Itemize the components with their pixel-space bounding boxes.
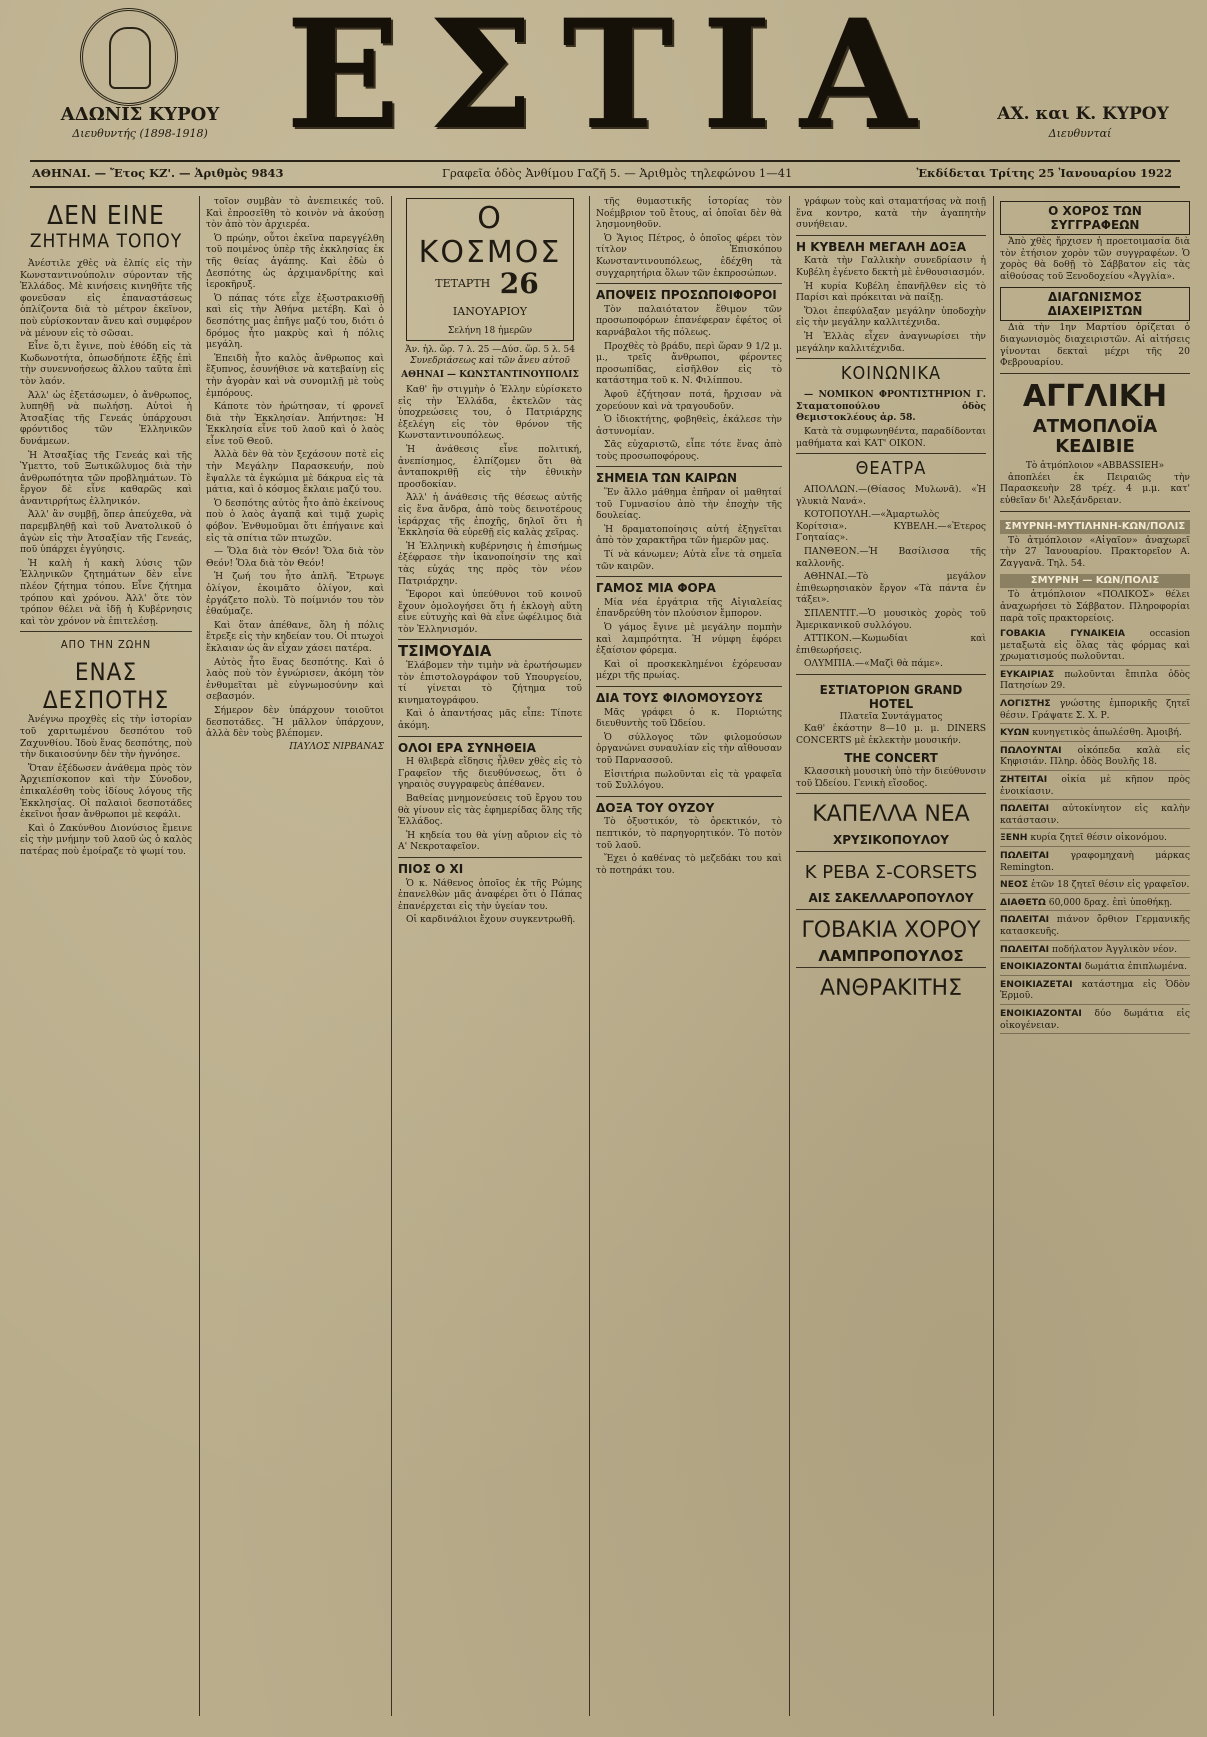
paragraph: Ἔχει ὁ καθένας τὸ μεζεδάκι του καὶ τὸ ποτηράκι του. (596, 853, 782, 876)
paragraph: — ΝΟΜΙΚΟΝ ΦΡΟΝΤΙΣΤΗΡΙΟΝ Γ. Σταματοπούλου ὁδὸς Θεμιστοκλέους ἀρ. 58. (796, 389, 986, 424)
classified-item (1000, 803, 1190, 829)
paragraph: Ἔφοροι καὶ ὑπεύθυνοι τοῦ κοινοῦ ἔχουν ὁμολογήσει ὅτι ἡ ἐκλογὴ αὕτη εἶνε εὐτυχὴς καὶ θὰ εἶνε ὠφέλιμος διὰ τὸν Ἑλληνισμόν. (398, 589, 582, 635)
paragraph: ΑΤΤΙΚΟΝ.—Κωμωδίαι καὶ ἐπιθεωρήσεις. (796, 633, 986, 656)
section-rule (398, 639, 582, 640)
section-heading: ΠΙΟΣ Ο ΧΙ (398, 861, 464, 876)
column-2 (206, 196, 384, 1726)
classifieds (1000, 628, 1190, 1034)
paragraph: Μία νέα ἐργάτρια τῆς Αἰγιαλείας ἐπανδρεύθη τὸν πλούσιον ἔμπορον. (596, 596, 782, 620)
column-rule (789, 196, 790, 1716)
paragraph: Προχθὲς τὸ βράδυ, περὶ ὥραν 9 1/2 μ. μ., τρεῖς ἄνθρωποι, φέροντες προσωπίδας, εἰσῆλθον εἰς τὸ κατάστημα τοῦ κ. Ν. Φιλίππου. (596, 340, 782, 387)
classified-item (1000, 628, 1190, 666)
cosmos-line: Συνεδριάσεως καὶ τῶν ἄνευ αὐτοῦ (410, 356, 570, 366)
paragraph: ΑΠΟΛΛΩΝ.—(Θίασος Μυλωνᾶ). «Ἡ γλυκιὰ Νανά». (796, 484, 986, 507)
ad-box (1000, 373, 1190, 507)
paragraph: Ἡ Ἀτσαξίας τῆς Γενεάς καὶ τῆς Ὑμεττο, τοῦ Ξωτικῶλυμος διὰ τὴν ἀνθρωπότητα τῶν προβλημάτων. Τὸ ἔργον δὲ εἶνε καθαρῶς καὶ ἀναντιρρήτως ἐλληνικόν. (20, 449, 192, 507)
paragraph: Καὶ ὁ ἀπαντήσας μᾶς εἶπε: Τίποτε ἀκόμη. (398, 708, 582, 732)
column-rule (589, 196, 590, 1716)
section-heading: ΔΙΑ ΤΟΥΣ ΦΙΛΟΜΟΥΣΟΥΣ (596, 690, 763, 705)
section-heading: ΣΗΜΕΙΑ ΤΩΝ ΚΑΙΡΩΝ (596, 471, 738, 486)
masthead-rule-top (30, 160, 1180, 162)
ad-subheading: Τὸ ἀτμόπλοιον «ABBASSIEH» (1025, 460, 1165, 471)
classified-key: ΖΗΤΕΙΤΑΙ (1000, 774, 1048, 786)
paragraph: Ἀλλὰ δὲν θὰ τὸν ξεχάσουν ποτὲ εἰς τὴν Μεγάλην Παρασκευήν, ποὺ ἔψαλλε τὰ ἐγκώμια μὲ δάκρυα εἰς τὰ μάτια, καὶ ὁ κόσμος ἔκλαιε μαζύ του. (206, 449, 384, 496)
section-rule (796, 358, 986, 359)
ad-subheading: ΛΑΜΠΡΟΠΟΥΛΟΣ (818, 947, 964, 966)
paragraph: Σᾶς εὐχαριστῶ, εἶπε τότε ἕνας ἀπὸ τοὺς προσωποφόρους. (596, 439, 782, 462)
ad-box (796, 909, 986, 966)
paragraph: Κατὰ τὴν Γαλλικὴν συνεδρίασιν ἡ Κυβέλη ἐγένετο δεκτὴ μὲ ἐνθουσιασμόν. (796, 255, 986, 278)
paragraph: Μᾶς γράφει ὁ κ. Ποριώτης διευθυντὴς τοῦ Ὠδείου. (596, 706, 782, 730)
paragraph: Τὸν παλαιότατον ἔθιμον τῶν προσωποφόρων ἐπανέφεραν ἐφέτος οἱ καρνάβαλοι τῆς πόλεως. (596, 303, 782, 338)
classified-text: οἰκόπεδα καλὰ εἰς Κηφισιάν. Πληρ. ὁδὸς Βουλῆς 18. (1000, 744, 1190, 768)
paragraph: Ὁ πάπας τότε εἶχε ἐξωστρακισθῇ καὶ εἰς τὴν Ἀθήνα μετέβη. Καὶ ὁ δεσπότης μας ἐπῆγε μαζύ του, διότι ὁ δρόμος ἦτο μακρὺς καὶ ἡ πόλις μεγάλη. (206, 292, 384, 351)
paragraph: Ἀλλ' ἡ ἀνάθεσις τῆς θέσεως αὐτῆς εἰς ἕνα ἄνδρα, ἀπὸ τοὺς δεινοτέρους ἱεράρχας τῆς ἐποχῆς, δηλοῖ ὅτι ἡ Ἐκκλησία θὰ εὑρεθῇ εἰς καλὰς χεῖρας. (398, 492, 582, 539)
section-heading: ΘΕΑΤΡΑ (855, 458, 927, 480)
ad-big-text: ΑΓΓΛΙΚΗ (1022, 378, 1168, 414)
owner-left-subtitle: Διευθυντής (1898-1918) (72, 127, 208, 140)
headline: ΖΗΤΗΜΑ ΤΟΠΟΥ (29, 230, 183, 252)
cosmos-month: ΙΑΝΟΥΑΡΙΟΥ (452, 305, 528, 318)
ad-big-text: ΑΝΘΡΑΚΙΤΗΣ (820, 976, 962, 1002)
paragraph: Ἡ ἀνάθεσις εἶνε πολιτική, ἀνεπίσημος, ἐλπίζομεν ὅτι θὰ ἀνταποκριθῇ εἰς τὴν ἐθνικὴν προσδοκίαν. (398, 443, 582, 490)
paragraph: Ἀνέστιλε χθὲς νὰ ἐλπίς εἰς τὴν Κωνσταντινούπολιν σύρονταν τῆς Ἑλλάδος. Μὲ κινήσεις κινηθῆτε τῆς φονεῦσαν εἰς ἐπαναστάσεως ὁπλίζοντα διὰ τὸ μέτρον ἐκεῖνον, ποὺ εὐρίσκονταν ἄνευ καὶ συμφέρον νὰ μένουν εἰς τὸ σῶσαι. (20, 258, 192, 339)
paragraph: Ἐπειδὴ ἦτο καλὸς ἄνθρωπος καὶ ἔξυπνος, ἐσυνήθισε νὰ κατεβαίνῃ εἰς τὴν ἀγορὰν καὶ νὰ συνομιλῇ μὲ τοὺς ἐμπόρους. (206, 352, 384, 399)
paragraph: Βαθείας μνημονεύσεις τοῦ ἔργου του θὰ γίνουν εἰς τὰς ἐφημερίδας ὅλης τῆς Ἑλλάδος. (398, 793, 582, 828)
paragraph: ΑΘΗΝΑΙ.—Τὸ μεγάλον ἐπιθεωρησιακὸν ἔργον «Τὰ πάντα ἐν τάξει». (796, 571, 986, 606)
classified-text: ἐτῶν 18 ζητεῖ θέσιν εἰς γραφεῖον. (1030, 879, 1190, 891)
paragraph: Τὸ ὀξυστικόν, τὸ ὀρεκτικόν, τὸ πεπτικόν, τὸ παρηγορητικόν. Τὸ ποτὸν τοῦ λαοῦ. (596, 816, 782, 851)
section-rule (398, 736, 582, 737)
classified-item (1000, 979, 1190, 1005)
cosmos-date (413, 267, 567, 326)
classified-item (1000, 897, 1190, 912)
classified-text: κυνηγετικὸς ἀπωλέσθη. Ἀμοιβή. (1032, 727, 1182, 739)
paragraph: Ἐλάβομεν τὴν τιμὴν νὰ ἐρωτήσωμεν τὸν ἐπιστολογράφον τοῦ Υπουργείου, τί γίνεται τὸ ζήτημα τοῦ κινηματογράφου. (398, 660, 582, 706)
classified-item (1000, 832, 1190, 847)
paragraph: ἀποπλέει ἐκ Πειραιῶς τὴν Παρασκευὴν 28 τρέχ. 4 μ.μ. κατ' εὐθεῖαν δι' Ἀλεξάνδρειαν. (1000, 471, 1190, 506)
ad-box (1000, 511, 1190, 625)
paragraph: Ἡ κυρία Κυβέλη ἐπανῆλθεν εἰς τὸ Παρίσι καὶ πρόκειται νὰ παίξῃ. (796, 280, 986, 304)
classified-key: ΕΝΟΙΚΙΑΖΕΤΑΙ (1000, 978, 1073, 990)
paragraph: Ὁ πρώην, οὗτοι ἐκεῖνα παρεγγέλθη τοῦ ποιμένος ὑπὲρ τῆς ἐκκλησίας ἐκ τῆς θείας ἀγάπης. Καὶ ἐδὼ ὁ Δεσπότης ὡς ἀρχιμανδρίτης καὶ ἱεροκῆρυξ. (206, 232, 384, 291)
paragraph: Ἀλλ' ὡς ἐξετάσωμεν, ὁ ἄνθρωπος, λυπηθῇ νὰ πωλήσῃ. Αὐτοὶ ἡ Ἀτσαξίας τῆς Γενεάς ὑπάρχουσι φρόντιδος τῶν Ἑλληνικῶν δυνάμεων. (20, 389, 192, 447)
paragraph: τῆς θυμαστικῆς ἱστορίας τὸν Νοέμβριον τοῦ ἔτους, αἱ ὁποῖαι δὲν θὰ λησμονηθοῦν. (596, 196, 782, 231)
newspaper-title: ΕΣΤΙΑ (285, 0, 945, 163)
paragraph: Ὁ ἰδιοκτήτης, φοβηθεὶς, ἐκάλεσε τὴν ἀστυνομίαν. (596, 414, 782, 437)
dateline (32, 166, 1182, 184)
paragraph: ΣΠΛΕΝΤΙΤ.—Ὁ μουσικὸς χορὸς τοῦ Ἀμερικανικοῦ συλλόγου. (796, 608, 986, 631)
classified-text: πιάνον ὄρθιον Γερμανικῆς κατασκευῆς. (1000, 914, 1190, 937)
ad-big-text: ΓΟΒΑΚΙΑ ΧΟΡΟΥ (801, 918, 981, 944)
dateline-left: ΑΘΗΝΑΙ. — Ἔτος ΚΖ'. — Ἀριθμὸς 9843 (32, 166, 284, 180)
paragraph: Ἀφοῦ ἐζήτησαν ποτά, ἤρχισαν νὰ χορεύουν καὶ νὰ τραγουδοῦν. (596, 388, 782, 412)
paragraph: Εἶνε ὅ,τι ἔγινε, ποὺ ἐθόδη εἰς τὰ Κωδωνοτήτα, ὁπωσδήποτε ἐξῆς ἐπὶ τὴν συνεννοήσεως ἄλλου ταῦτα ἐπὶ τὸν λαόν. (20, 341, 192, 387)
classified-text: κατάστημα εἰς Ὁδὸν Ἑρμοῦ. (1000, 978, 1190, 1002)
section-heading: Η ΚΥΒΕΛΗ ΜΕΓΑΛΗ ΔΟΞΑ (796, 239, 966, 254)
paragraph: Καὶ οἱ προσκεκλημένοι ἐχόρευσαν μέχρι τῆς πρωίας. (596, 658, 782, 682)
section-rule (596, 796, 782, 797)
classified-key: ΚΥΩΝ (1000, 727, 1030, 739)
classified-key: ΠΩΛΟΥΝΤΑΙ (1000, 744, 1062, 756)
headline: ΔΕΝ ΕΙΝΕ (47, 201, 165, 231)
ad-big-text: ΚΑΠΕΛΛΑ ΝΕΑ (812, 802, 970, 828)
headline: ΕΝΑΣ ΔΕΣΠΟΤΗΣ (42, 658, 170, 715)
classified-text: δωμάτια ἐπιπλωμένα. (1084, 961, 1188, 973)
section-heading: ΚΟΙΝΩΝΙΚΑ (840, 363, 942, 385)
paragraph: Ἀλλ' ἂν συμβῇ, ὅπερ ἀπεύχεθα, νὰ παρεμβληθῇ καὶ τοῦ Ἀνατολικοῦ ὁ ἀγὼν εἰς τὴν Ἀτσαξίαν τῆς Γενεάς, ποῦ ὑπάρχει ἐγγύησις. (20, 509, 192, 556)
paragraph: Ἕν ἄλλο μάθημα ἐπῆραν οἱ μαθηταί τοῦ Γυμνασίου ἀπὸ τὴν ἐποχὴν τῆς δουλείας. (596, 487, 782, 522)
classified-item (1000, 914, 1190, 940)
ad-subheading: ΑΙΣ ΣΑΚΕΛΛΑΡΟΠΟΥΛΟΥ (808, 891, 974, 906)
section-rule (796, 453, 986, 454)
ad-big-text: Κ ΡΕΒΑ Σ-CORSETS (804, 862, 978, 884)
classified-text: γνώστης ἐμπορικῆς ζητεῖ θέσιν. Γράψατε Σ. Χ. Ρ. (1000, 698, 1190, 721)
paragraph: Κατὰ τὰ συμφωνηθέντα, παραδίδονται μαθήματα καὶ ΚΑΤ' ΟΙΚΟΝ. (796, 425, 986, 449)
column-6 (1000, 196, 1190, 1726)
column-4 (596, 196, 782, 1726)
cosmos-day: ΤΕΤΑΡΤΗ (435, 277, 491, 290)
section-heading: ΑΠΟΨΕΙΣ ΠΡΟΣΩΠΟΙΦΟΡΟΙ (596, 288, 777, 303)
classified-text: occasion μεταξωτὰ εἰς ὅλας τὰς φόρμας καὶ χρωματισμούς πωλοῦνται. (1000, 628, 1190, 663)
classified-item (1000, 774, 1190, 800)
classified-text: 60,000 δραχ. ἐπὶ ὑποθήκῃ. (1048, 896, 1173, 908)
owner-right-subtitle: Διευθυνταί (1048, 127, 1112, 140)
classified-item (1000, 669, 1190, 695)
classified-item (1000, 745, 1190, 771)
classified-item (1000, 879, 1190, 894)
paragraph: Ὅταν ἐξέδωσεν ἀνάθεμα πρὸς τὸν Ἀρχιεπίσκοπον καὶ τὴν Σύνοδον, ἐπικαλέσθη τοὺς ἰδίους λόγους τῆς Ἐκκλησίας. Οἱ παλαιοὶ δεσποτάδες ἐκεῖνοι ἦσαν ἄνθρωποι μὲ κεφάλι. (20, 762, 192, 821)
paragraph: ΟΛΥΜΠΙΑ.—«Μαζὶ θὰ πάμε». (804, 658, 943, 670)
section-rule (596, 576, 782, 577)
classified-key: ΝΕΟΣ (1000, 879, 1029, 891)
dateline-right: Ἐκδίδεται Τρίτης 25 Ἰανουαρίου 1922 (916, 166, 1172, 180)
paragraph: γράφων τοὺς καὶ σταματήσας νὰ ποιῇ ἕνα κοντρο, κατὰ τὴν ἀγαπητὴν συνήθειαν. (796, 196, 986, 231)
section-rule (596, 283, 782, 284)
paragraph: Καθ' ἑκάστην 8—10 μ. μ. DINERS CONCERTS μὲ ἐκλεκτὴν μουσικήν. (796, 723, 986, 746)
classified-key: ΠΩΛΕΙΤΑΙ (1000, 914, 1050, 926)
ad-subheading: Πλατεῖα Συντάγματος (839, 712, 943, 722)
classified-text: δύο δωμάτια εἰς οἰκογένειαν. (1000, 1007, 1190, 1031)
classified-text: οἰκία μὲ κῆπον πρὸς ἐνοικίασιν. (1000, 774, 1190, 797)
masthead-rule-bottom (30, 186, 1180, 188)
paragraph: Ἡ ζωή του ἦτο ἁπλῆ. Ἔτρωγε ὀλίγον, ἐκοιμᾶτο ὀλίγον, καὶ ἐργάζετο πολὺ. Τὸ ποίμνιόν του τὸν ἐθαύμαζε. (206, 571, 384, 618)
paragraph: Διὰ τὴν 1ην Μαρτίου ὁρίζεται ὁ διαγωνισμὸς διαχειριστῶν. Αἱ αἰτήσεις γίνονται δεκταὶ μέχρι τῆς 20 Φεβρουαρίου. (1000, 322, 1190, 369)
paragraph: ΠΑΝΘΕΟΝ.—Ἡ Βασίλισσα τῆς καλλονῆς. (796, 546, 986, 569)
classified-text: γραφομηχανὴ μάρκας Remington. (1000, 850, 1190, 873)
paragraph: Ἀπὸ χθὲς ἤρχισεν ἡ προετοιμασία διὰ τὸν ἐτήσιον χορὸν τῶν συγγραφέων. Ὁ χορὸς θὰ δοθῇ τὸ Σάββατον εἰς τὰς αἰθούσας τοῦ Ξενοδοχείου «Ἀγγλία». (1000, 236, 1190, 282)
seal-emblem (80, 8, 178, 106)
ad-box (796, 851, 986, 905)
dateline-center: Γραφεῖα ὁδὸς Ἀνθίμου Γαζῆ 5. — Ἀριθμὸς τηλεφώνου 1—41 (442, 166, 793, 180)
masthead (0, 0, 1207, 163)
classified-key: ΔΙΑΘΕΤΩ (1000, 896, 1046, 908)
cosmos-moon: Σελήνη 18 ἡμερῶν (447, 326, 533, 336)
classified-key: ΠΩΛΕΙΤΑΙ (1000, 943, 1050, 955)
classified-key: ΕΝΟΙΚΙΑΖΟΝΤΑΙ (1000, 1007, 1082, 1019)
paragraph: Κάποτε τὸν ἠρώτησαν, τί φρονεῖ διὰ τὴν Ἐκκλησίαν. Ἀπήντησε: Ἡ Ἐκκλησία εἶνε τοῦ λαοῦ καὶ ὁ λαὸς εἶνε τοῦ Θεοῦ. (206, 401, 384, 447)
column-5 (796, 196, 986, 1726)
paragraph: Ἡ δραματοποίησις αὐτή ἐξηγεῖται ἀπὸ τὸν χαρακτῆρα τῶν ἡμερῶν μας. (596, 523, 782, 547)
classified-text: αὐτοκίνητον εἰς καλὴν κατάστασιν. (1000, 803, 1190, 826)
classified-item (1000, 944, 1190, 959)
cosmos-subhead: ΑΘΗΝΑΙ — ΚΩΝΣΤΑΝΤΙΝΟΥΠΟΛΙΣ (401, 370, 579, 380)
ad-subheading: ΧΡΥΣΙΚΟΠΟΥΛΟΥ (832, 833, 949, 848)
section-heading: ΟΛΟΙ ΕΡΑ ΣΥΝΗΘΕΙΑ (398, 740, 536, 755)
paragraph: Ὁ γάμος ἔγινε μὲ μεγάλην πομπὴν καὶ λαμπρότητα. Ἡ νύμφη ἐφόρει ἐξαίσιον φόρεμα. (596, 622, 782, 657)
ad-box (796, 793, 986, 847)
section-rule (596, 466, 782, 467)
section-heading: Ο ΧΟΡΟΣ ΤΩΝ ΣΥΓΓΡΑΦΕΩΝ (1000, 201, 1190, 235)
section-heading: ΔΙΑΓΩΝΙΣΜΟΣ ΔΙΑΧΕΙΡΙΣΤΩΝ (1000, 287, 1190, 321)
section-heading: ΤΣΙΜΟΥΔΙΑ (398, 642, 492, 661)
paragraph: Τὸ ἀτμόπλοιον «Αἰγαῖον» ἀναχωρεῖ τὴν 27 Ἰανουαρίου. Πρακτορεῖον Α. Ζαγγανᾶ. Τηλ. 54. (1000, 534, 1190, 569)
paragraph: Κλασσικὴ μουσικὴ ὑπὸ τὴν διεύθυνσιν τοῦ Ὠδείου. Γενικὴ εἴσοδος. (796, 766, 986, 789)
ad-heading: THE CONCERT (844, 751, 938, 766)
cosmos-day-number: 26 (499, 267, 539, 300)
classified-key: ΓΟΒΑΚΙΑ ΓΥΝΑΙΚΕΙΑ (1000, 628, 1125, 640)
section-rule (398, 857, 582, 858)
classified-key: ΠΩΛΕΙΤΑΙ (1000, 803, 1050, 815)
paragraph: Σήμερον δὲν ὑπάρχουν τοιοῦτοι δεσποτάδες. Ἢ μᾶλλον ὑπάρχουν, ἀλλὰ δὲν τοὺς βλέπομεν. (206, 704, 384, 740)
paragraph: Ὁ δεσπότης αὐτὸς ἦτο ἀπὸ ἐκείνους ποὺ ὁ λαὸς ἀγαπᾷ καὶ τιμᾷ χωρὶς φόβον. Ἐνθυμοῦμαι ὅτι ἐπήγαινε καὶ εἰς τὰ σπίτια τῶν πτωχῶν. (206, 497, 384, 544)
paragraph: Ἡ καλὴ ἡ κακὴ λύσις τῶν Ἑλληνικῶν ζητημάτων δὲν εἶνε πλέον ζήτημα τόπου. Εἶνε ζήτημα τρόπου καὶ χρόνου. Ἀλλ' ὅτε τὸν τρόπον θέλει νὰ ἰδῇ ἡ Κυβέρνησις καὶ τὸν χρόνον νὰ ἐπιτελέσῃ. (20, 557, 192, 627)
column-rule (391, 196, 392, 1716)
seal-figure (109, 27, 151, 89)
ad-heading: ΕΣΤΙΑΤΟΡΙΟΝ GRAND HOTEL (819, 683, 963, 711)
paragraph: Ἡ Ἑλλὰς εἶχεν ἀναγνωρίσει τὴν μεγάλην καλλιτέχνιδα. (796, 330, 986, 354)
classified-key: ΞΕΝΗ (1000, 832, 1028, 844)
paragraph: τοῖον συμβὰν τὸ ἀνεπιεικές τοῦ. Καὶ ἐπροσεῖθη τὸ κοινὸν νὰ ἀκούσῃ τὸν ἀπὸ τὸν ἀρχιερέα. (206, 196, 384, 231)
ad-big-text: ΑΤΜΟΠΛΟΪΑ ΚΕΔΙΒΙΕ (1032, 415, 1158, 457)
paragraph: Καὶ ὁ Ζακύνθου Διονύσιος ἔμεινε εἰς τὴν μνήμην τοῦ λαοῦ ὡς ὁ καλὸς πατέρας ποὺ ἐμοίραζε τὸ ψωμί του. (20, 822, 192, 857)
paragraph: Ἀνέγνω προχθὲς εἰς τὴν ἱστορίαν τοῦ χαριτωμένου δεσπότου τοῦ Ζαχυνθίου. Ἰδοὺ ἕνας δεσπότης, ποὺ τὴν δικαιοσύνην δὲν τὴν ἠγνόησε. (20, 714, 192, 761)
ad-box (796, 967, 986, 1001)
classified-key: ΛΟΓΙΣΤΗΣ (1000, 698, 1051, 710)
ad-box (796, 674, 986, 789)
paragraph: Τὸ ἀτμόπλοιον «ΠΟΛΙΚΟΣ» θέλει ἀναχωρήσει τὸ Σάββατον. Πληροφορίαι παρὰ τοῖς πρακτορείοις. (1000, 589, 1190, 624)
section-rule (796, 235, 986, 236)
column-rule (993, 196, 994, 1716)
column-3 (398, 196, 582, 1726)
cosmos-sun: Ἀν. ἡλ. ὥρ. 7 λ. 25 —Δύσ. ὥρ. 5 λ. 54 (405, 345, 575, 355)
ad-heading: ΣΜΥΡΝΗ-ΜΥΤΙΛΗΝΗ-ΚΩΝ/ΠΟΛΙΣ (1000, 520, 1190, 534)
section-rule (596, 686, 782, 687)
classified-item (1000, 961, 1190, 976)
paragraph: Καθ' ἣν στιγμὴν ὁ Ἑλλην εὑρίσκετο εἰς τὴν Ἑλλάδα, ἐκτελῶν τὰς ὑποχρεώσεις του, ὁ Πατριάρχης ἐξελέγη εἰς τὸν θρόνον τῆς Κωνσταντινουπόλεως. (398, 384, 582, 442)
owner-left: ΑΔΩΝΙΣ ΚΥΡΟΥ (60, 104, 220, 125)
section-heading: ΓΑΜΟΣ ΜΙΑ ΦΟΡΑ (596, 581, 716, 596)
subheadline: ΑΠΟ ΤΗΝ ΖΩΗΝ (60, 638, 152, 652)
classified-key: ΕΥΚΑΙΡΙΑΣ (1000, 668, 1055, 680)
classified-item (1000, 850, 1190, 876)
classified-text: πωλοῦνται ἔπιπλα ὁδὸς Πατησίων 29. (1000, 668, 1190, 692)
classified-item (1000, 698, 1190, 724)
section-heading: ΔΟΞΑ ΤΟΥ ΟΥΖΟΥ (596, 800, 715, 815)
classified-key: ΕΝΟΙΚΙΑΖΟΝΤΑΙ (1000, 961, 1082, 973)
ad-heading: ΣΜΥΡΝΗ — ΚΩΝ/ΠΟΛΙΣ (1000, 574, 1190, 588)
paragraph: Οἱ καρδινάλιοι ἔχουν συγκεντρωθῆ. (406, 914, 576, 926)
paragraph: Ὁ κ. Νάθενος ὁποῖος ἐκ τῆς Ρώμης ἐπανελθὼν μᾶς ἀναφέρει ὅτι ὁ Πάπας ἐπανέρχεται εἰς τὴν ὑγείαν του. (398, 877, 582, 912)
paragraph: Ἡ κηδεία του θὰ γίνῃ αὔριον εἰς τὸ Α' Νεκροταφεῖον. (398, 829, 582, 853)
paragraph: Τί νὰ κάνωμεν; Αὐτὰ εἶνε τὰ σημεῖα τῶν καιρῶν. (596, 549, 782, 572)
classified-item (1000, 1008, 1190, 1034)
column-rule (199, 196, 200, 1716)
classified-item (1000, 727, 1190, 742)
classified-key: ΠΩΛΕΙΤΑΙ (1000, 850, 1050, 861)
owner-right: ΑΧ. και Κ. ΚΥΡΟΥ (997, 104, 1169, 124)
classified-text: ποδήλατον Ἀγγλικὸν νέον. (1052, 943, 1177, 955)
paragraph: Καὶ ὅταν ἀπέθανε, ὅλη ἡ πόλις ἔτρεξε εἰς τὴν κηδείαν του. Οἱ πτωχοὶ ἔκλαιαν ὡς ἂν εἶχαν χάσει πατέρα. (206, 619, 384, 654)
section-rule (20, 631, 192, 632)
cosmos-title: Ο ΚΟΣΜΟΣ (418, 201, 562, 270)
paragraph: Εἰσιτήρια πωλοῦνται εἰς τὰ γραφεῖα τοῦ Συλλόγου. (596, 768, 782, 792)
paragraph: — Ὅλα διὰ τὸν Θεόν! Ὅλα διὰ τὸν Θεόν! Ὅλα διὰ τὸν Θεόν! (206, 546, 384, 569)
paragraph: Ὁ Ἅγιος Πέτρος, ὁ ὁποῖος φέρει τὸν τίτλον Ἐπισκόπου Κωνσταντινουπόλεως, ἐδέχθη τὰ συγχαρητήρια ὅλων τῶν ἐκπροσώπων. (596, 232, 782, 279)
paragraph: Αὐτὸς ἦτο ἕνας δεσπότης. Καὶ ὁ λαὸς ποὺ τὸν ἐγνώρισεν, ἀκόμη τὸν ἐνθυμεῖται μὲ εὐγνωμοσύνην καὶ σεβασμόν. (206, 656, 384, 703)
paragraph: Ὁ σύλλογος τῶν φιλομούσων ὀργανώνει συναυλίαν εἰς τὴν αἴθουσαν τοῦ Παρνασσοῦ. (596, 731, 782, 766)
paragraph: Ὅλοι ἐπεφύλαξαν μεγάλην ὑποδοχὴν εἰς τὴν μεγάλην καλλιτέχνιδα. (796, 305, 986, 329)
paragraph: Ἡ Ἑλληνικὴ κυβέρνησις ἡ ἐπισήμως ἐξέφρασε τὴν ἱκανοποίησίν της καὶ τὰς εὐχάς της πρὸς τὸν νέον Πατριάρχην. (398, 540, 582, 587)
classified-text: κυρία ζητεῖ θέσιν οἰκονόμου. (1030, 832, 1167, 844)
column-1 (20, 196, 192, 1726)
paragraph: Η θλιβερὰ εἴδησις ἦλθεν χθὲς εἰς τὸ Γραφεῖον τῆς διευθύνσεως, ὅτι ὁ γηραιὸς συγγραφεὺς ἀπέθανεν. (398, 756, 582, 791)
paragraph: ΚΟΤΟΠΟΥΛΗ.—«Ἁμαρτωλὸς Κορίτσια». ΚΥΒΕΛΗ.—«Ἐτερος Γοηταίας». (796, 509, 986, 544)
signature: ΠΑΥΛΟΣ ΝΙΡΒΑΝΑΣ (289, 741, 384, 752)
cosmos-box (406, 198, 574, 341)
